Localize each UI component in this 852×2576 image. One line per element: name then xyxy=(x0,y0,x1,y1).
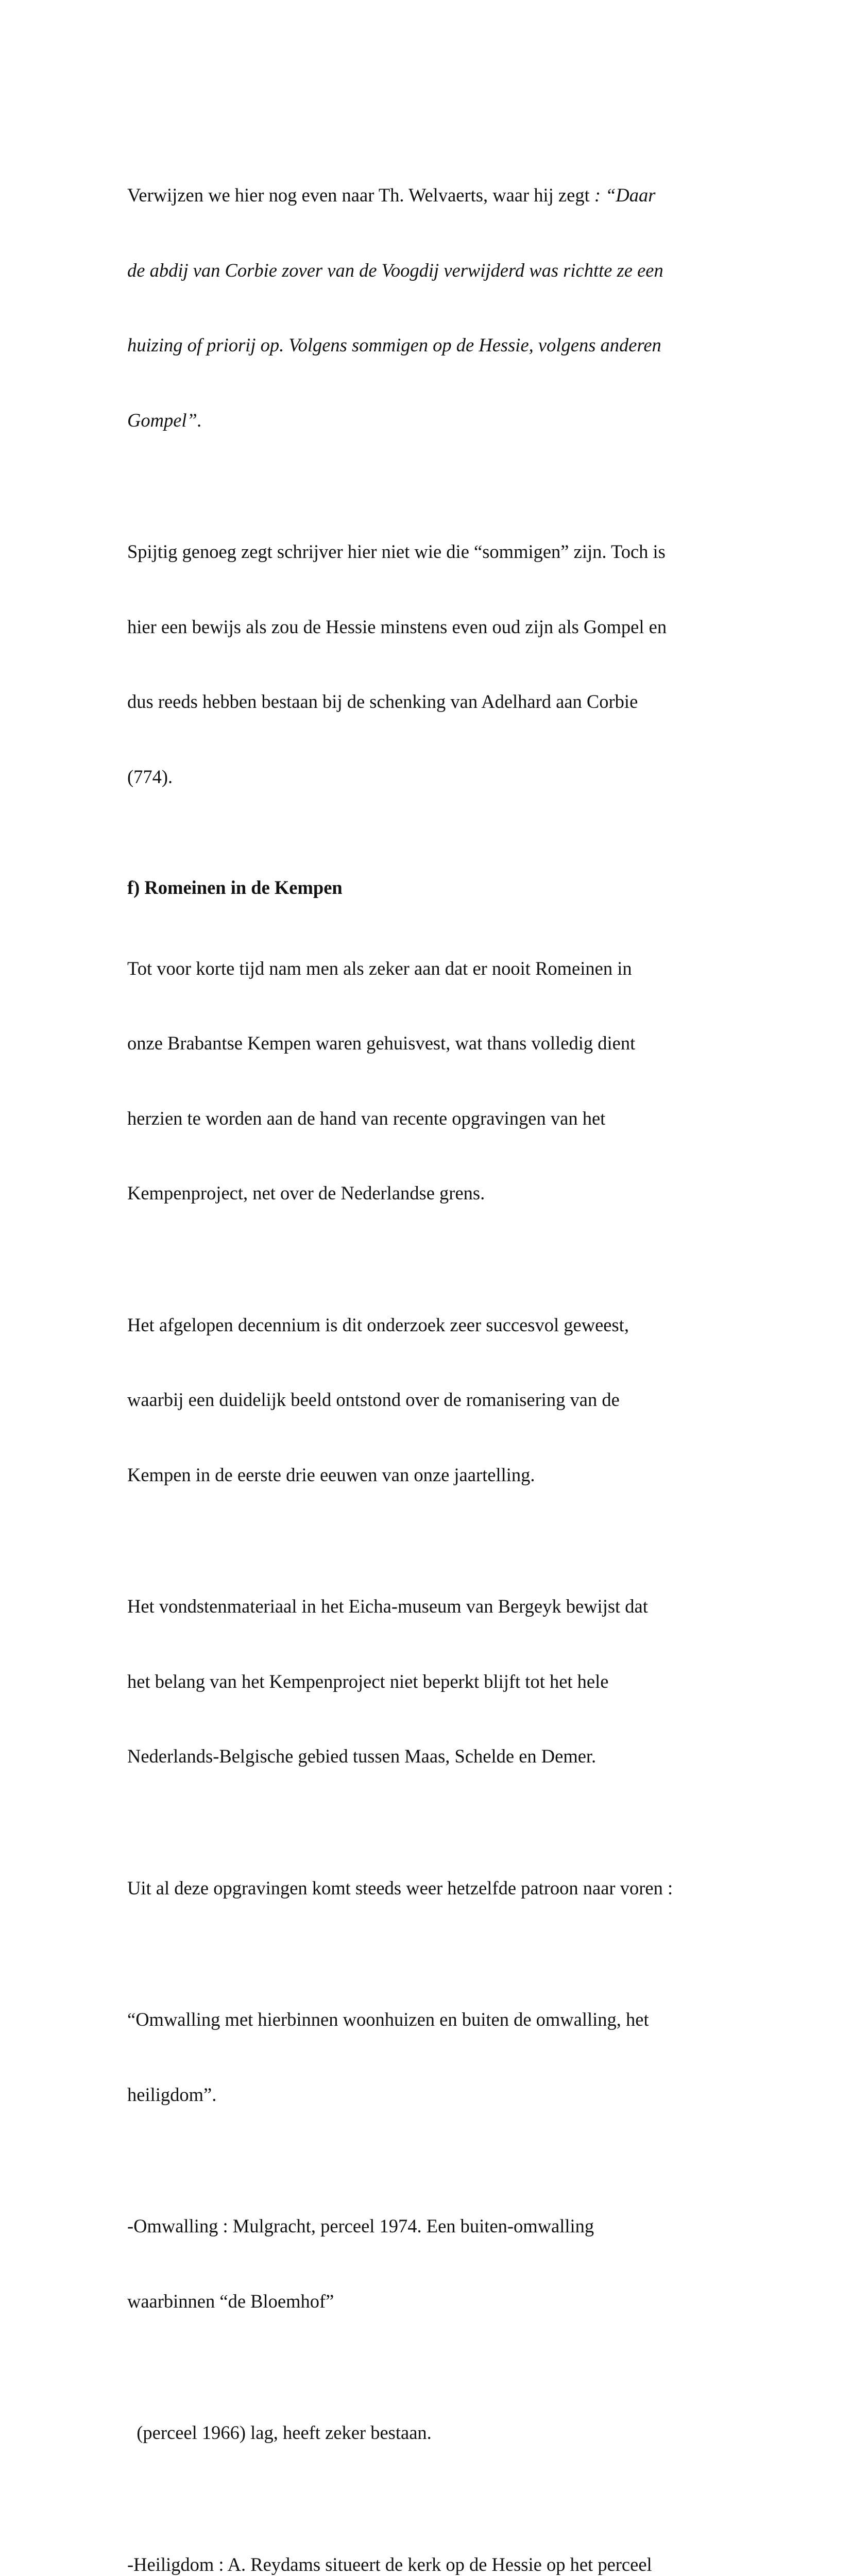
document-page xyxy=(0,0,852,1205)
text-line: waarbij een duidelijk beeld ontstond over de romanisering van de xyxy=(127,1387,753,1413)
paragraph-perceel-1966 xyxy=(127,2370,753,2496)
paragraph-omwalling-quote xyxy=(127,1957,753,2157)
text-line: het belang van het Kempenproject niet beperkt blijft tot het hele xyxy=(127,1669,753,1694)
paragraph-heiligdom xyxy=(127,2502,753,2576)
text-line: hier een bewijs als zou de Hessie minstens even oud zijn als Gompel en xyxy=(127,615,753,640)
paragraph-intro-romeinen xyxy=(127,906,753,1256)
paragraph-sommigen xyxy=(127,489,753,839)
text-line: -Heiligdom : A. Reydams situeert de kerk op de Hessie op het perceel xyxy=(127,2552,753,2576)
text-line: Tot voor korte tijd nam men als zeker aan dat er nooit Romeinen in xyxy=(127,956,753,981)
text-line: dus reeds hebben bestaan bij de schenking van Adelhard aan Corbie xyxy=(127,689,753,715)
text-line: (774). xyxy=(127,765,753,790)
plain-text: Verwijzen we hier nog even naar Th. Welvaerts, waar hij zegt xyxy=(127,184,594,206)
text-line: Spijtig genoeg zegt schrijver hier niet wie die “sommigen” zijn. Toch is xyxy=(127,539,753,565)
text-line: Uit al deze opgravingen komt steeds weer hetzelfde patroon naar voren : xyxy=(127,1876,753,1901)
text-line: Kempen in de eerste drie eeuwen van onze jaartelling. xyxy=(127,1463,753,1488)
paragraph-patroon xyxy=(127,1826,753,1951)
text-line: (perceel 1966) lag, heeft zeker bestaan. xyxy=(127,2420,753,2446)
text-line: herzien te worden aan de hand van recente opgravingen van het xyxy=(127,1106,753,1131)
text-line: onze Brabantse Kempen waren gehuisvest, wat thans volledig dient xyxy=(127,1031,753,1056)
text-line: Nederlands-Belgische gebied tussen Maas, Schelde en Demer. xyxy=(127,1744,753,1769)
text-line: waarbinnen “de Bloemhof” xyxy=(127,2289,753,2314)
paragraph-decennium xyxy=(127,1263,753,1538)
text-column xyxy=(127,133,753,2576)
section-spacer xyxy=(127,846,753,875)
italic-quote-line: huizing of priorij op. Volgens sommigen op de Hessie, volgens anderen xyxy=(127,333,753,358)
italic-quote-line: Gompel”. xyxy=(127,408,753,433)
text-line: Kempenproject, net over de Nederlandse grens. xyxy=(127,1181,753,1206)
italic-quote-line: de abdij van Corbie zover van de Voogdij verwijderd was richtte ze een xyxy=(127,258,753,283)
paragraph-welvaerts-quote xyxy=(127,133,753,483)
paragraph-eicha-museum xyxy=(127,1544,753,1819)
text-line: “Omwalling met hierbinnen woonhuizen en buiten de omwalling, het xyxy=(127,2007,753,2032)
text-line xyxy=(127,183,753,208)
text-line: -Omwalling : Mulgracht, perceel 1974. Een buiten-omwalling xyxy=(127,2214,753,2239)
italic-quote-text: : “Daar xyxy=(594,184,656,206)
text-line: heiligdom”. xyxy=(127,2082,753,2108)
text-line: Het afgelopen decennium is dit onderzoek zeer succesvol geweest, xyxy=(127,1313,753,1338)
section-heading: f) Romeinen in de Kempen xyxy=(127,875,753,901)
text-line: Het vondstenmateriaal in het Eicha-museum van Bergeyk bewijst dat xyxy=(127,1594,753,1619)
paragraph-omwalling-mulgracht xyxy=(127,2164,753,2364)
